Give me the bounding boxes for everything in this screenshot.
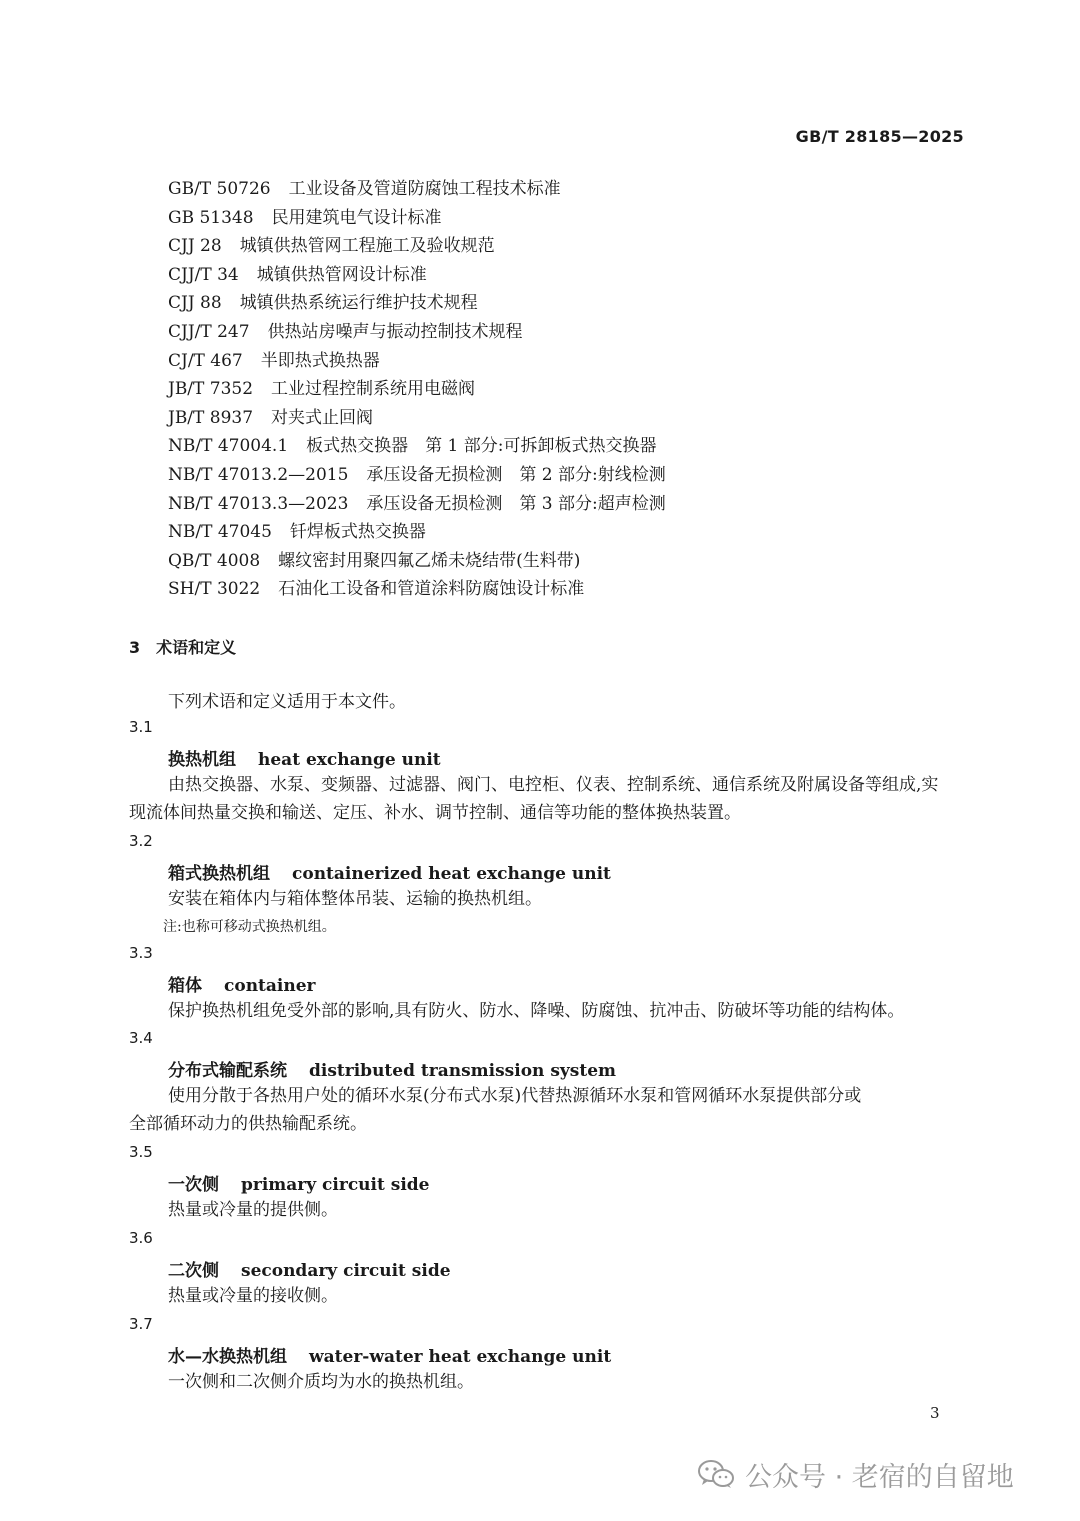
reference-item bbox=[168, 575, 666, 604]
reference-title: 供热站房噪声与振动控制技术规程 bbox=[267, 321, 523, 342]
reference-item bbox=[168, 289, 666, 318]
term-en: secondary circuit side bbox=[241, 1261, 451, 1281]
term-note: 注:也称可移动式换热机组。 bbox=[163, 919, 336, 935]
term-number: 3.7 bbox=[129, 1315, 153, 1333]
reference-code: NB/T 47045 bbox=[168, 522, 272, 543]
reference-code: CJJ/T 34 bbox=[168, 264, 239, 285]
reference-code: CJJ 88 bbox=[168, 293, 222, 314]
section-number: 3 bbox=[129, 638, 141, 657]
reference-title: 钎焊板式热交换器 bbox=[289, 522, 426, 543]
term-zh: 箱体 bbox=[168, 976, 202, 996]
term-number: 3.2 bbox=[129, 832, 153, 850]
reference-code: NB/T 47004.1 bbox=[168, 436, 289, 457]
term-definition: 一次侧和二次侧介质均为水的换热机组。 bbox=[168, 1372, 474, 1392]
reference-code: NB/T 47013.3—2023 bbox=[168, 493, 349, 514]
normative-references-list bbox=[168, 175, 666, 604]
reference-title: 石油化工设备和管道涂料防腐蚀设计标准 bbox=[278, 579, 585, 600]
term-en: container bbox=[224, 976, 316, 996]
term-number: 3.3 bbox=[129, 944, 153, 962]
page-number: 3 bbox=[930, 1404, 940, 1422]
standard-number: GB/T 28185—2025 bbox=[795, 127, 964, 146]
reference-code: CJJ/T 247 bbox=[168, 321, 250, 342]
term-number: 3.5 bbox=[129, 1143, 153, 1161]
wechat-icon bbox=[697, 1458, 735, 1490]
reference-item bbox=[168, 232, 666, 261]
reference-item bbox=[168, 261, 666, 290]
term-number: 3.4 bbox=[129, 1029, 153, 1047]
term-number: 3.6 bbox=[129, 1229, 153, 1247]
reference-code: SH/T 3022 bbox=[168, 579, 261, 600]
reference-item bbox=[168, 547, 666, 576]
reference-code: GB/T 50726 bbox=[168, 179, 271, 199]
term-definition: 保护换热机组免受外部的影响,具有防火、防水、降噪、防腐蚀、抗冲击、防破坏等功能的结构体。 bbox=[168, 1001, 905, 1021]
term-zh: 箱式换热机组 bbox=[168, 864, 270, 884]
term-en: primary circuit side bbox=[241, 1175, 430, 1195]
section-heading bbox=[129, 635, 236, 658]
term-zh: 二次侧 bbox=[168, 1261, 219, 1281]
reference-title: 对夹式止回阀 bbox=[271, 407, 374, 428]
term-en: containerized heat exchange unit bbox=[292, 864, 611, 884]
reference-title: 城镇供热管网设计标准 bbox=[256, 264, 427, 285]
reference-code: GB 51348 bbox=[168, 207, 254, 228]
reference-item bbox=[168, 404, 666, 433]
reference-code: NB/T 47013.2—2015 bbox=[168, 464, 349, 485]
reference-title: 城镇供热管网工程施工及验收规范 bbox=[239, 236, 495, 257]
watermark-text: 公众号 · 老宿的自留地 bbox=[745, 1461, 1014, 1493]
reference-item bbox=[168, 318, 666, 347]
reference-item bbox=[168, 461, 666, 490]
reference-item bbox=[168, 432, 666, 461]
term-definition: 安装在箱体内与箱体整体吊装、运输的换热机组。 bbox=[168, 889, 542, 909]
reference-item bbox=[168, 347, 666, 376]
reference-title: 民用建筑电气设计标准 bbox=[271, 207, 442, 228]
term-heading bbox=[168, 745, 441, 770]
term-definition: 热量或冷量的接收侧。 bbox=[168, 1286, 338, 1306]
term-heading bbox=[168, 1342, 611, 1367]
term-heading bbox=[168, 1056, 616, 1081]
term-heading bbox=[168, 1256, 451, 1281]
term-definition-continued: 全部循环动力的供热输配系统。 bbox=[129, 1114, 367, 1134]
reference-title: 承压设备无损检测 第 2 部分:射线检测 bbox=[366, 464, 666, 485]
reference-title: 工业过程控制系统用电磁阀 bbox=[271, 379, 476, 400]
term-heading bbox=[168, 859, 611, 884]
reference-title: 板式热交换器 第 1 部分:可拆卸板式热交换器 bbox=[306, 436, 657, 457]
term-definition: 热量或冷量的提供侧。 bbox=[168, 1200, 338, 1220]
reference-title: 半即热式换热器 bbox=[260, 350, 380, 371]
reference-title: 螺纹密封用聚四氟乙烯未烧结带(生料带) bbox=[278, 550, 581, 571]
reference-item bbox=[168, 375, 666, 404]
reference-code: CJJ 28 bbox=[168, 236, 222, 257]
reference-title: 承压设备无损检测 第 3 部分:超声检测 bbox=[366, 493, 666, 514]
reference-item bbox=[168, 175, 666, 204]
section-intro: 下列术语和定义适用于本文件。 bbox=[168, 692, 406, 712]
term-zh: 换热机组 bbox=[168, 750, 236, 770]
watermark bbox=[697, 1454, 1014, 1494]
reference-item bbox=[168, 204, 666, 233]
reference-title: 工业设备及管道防腐蚀工程技术标准 bbox=[288, 179, 561, 199]
term-en: distributed transmission system bbox=[309, 1061, 616, 1081]
term-zh: 一次侧 bbox=[168, 1175, 219, 1195]
term-definition: 由热交换器、水泵、变频器、过滤器、阀门、电控柜、仪表、控制系统、通信系统及附属设备等组成,实 bbox=[168, 775, 939, 795]
reference-code: JB/T 8937 bbox=[168, 407, 254, 428]
term-definition-continued: 现流体间热量交换和输送、定压、补水、调节控制、通信等功能的整体换热装置。 bbox=[129, 803, 741, 823]
section-title: 术语和定义 bbox=[156, 638, 237, 657]
reference-item bbox=[168, 518, 666, 547]
term-definition: 使用分散于各热用户处的循环水泵(分布式水泵)代替热源循环水泵和管网循环水泵提供部分或 bbox=[168, 1086, 862, 1106]
term-heading bbox=[168, 1170, 430, 1195]
reference-title: 城镇供热系统运行维护技术规程 bbox=[239, 293, 478, 314]
term-en: water-water heat exchange unit bbox=[309, 1347, 612, 1367]
term-zh: 分布式输配系统 bbox=[168, 1061, 287, 1081]
reference-item bbox=[168, 490, 666, 519]
term-en: heat exchange unit bbox=[258, 750, 441, 770]
term-heading bbox=[168, 971, 316, 996]
term-number: 3.1 bbox=[129, 718, 153, 736]
reference-code: CJ/T 467 bbox=[168, 350, 243, 371]
reference-code: QB/T 4008 bbox=[168, 550, 261, 571]
reference-code: JB/T 7352 bbox=[168, 379, 254, 400]
term-zh: 水—水换热机组 bbox=[168, 1347, 287, 1367]
